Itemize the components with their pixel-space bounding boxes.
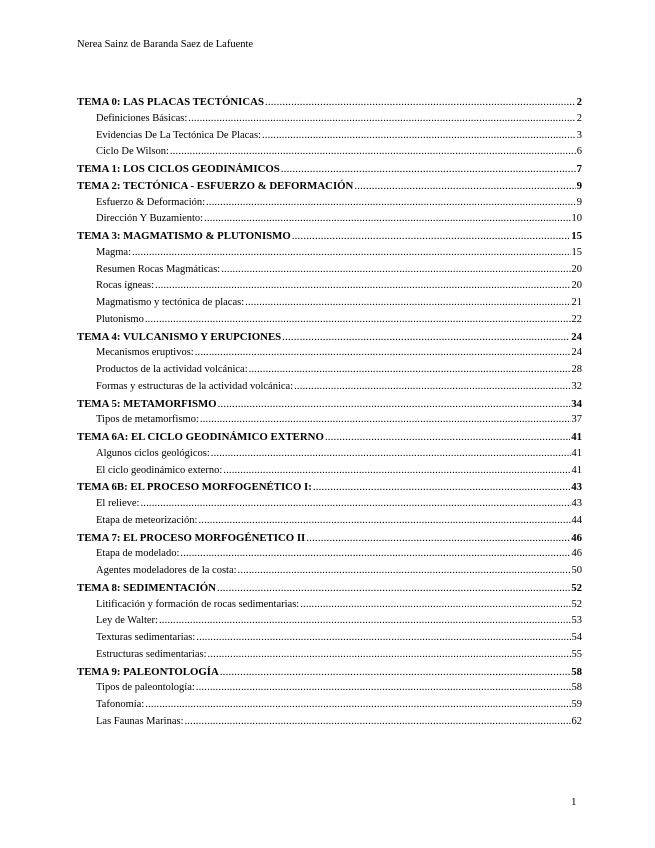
toc-dot-leader <box>313 479 570 496</box>
toc-section-entry[interactable] <box>77 245 582 262</box>
toc-entry-title: Tipos de paleontología: <box>96 682 195 694</box>
toc-entry-title: Productos de la actividad volcánica: <box>96 364 248 375</box>
toc-section-entry[interactable] <box>77 647 582 664</box>
toc-section-entry[interactable] <box>77 613 582 630</box>
toc-entry-title: Texturas sedimentarias: <box>96 632 196 643</box>
toc-dot-leader <box>184 714 570 731</box>
toc-entry-title: Tipos de metamorfismo: <box>96 414 199 426</box>
toc-dot-leader <box>282 329 570 346</box>
toc-entry-title: TEMA 8: SEDIMENTACIÓN <box>77 581 216 594</box>
toc-dot-leader <box>223 463 570 480</box>
toc-entry-title: TEMA 0: LAS PLACAS TECTÓNICAS <box>77 96 264 108</box>
toc-section-entry[interactable] <box>77 496 582 513</box>
toc-dot-leader <box>206 195 576 212</box>
toc-entry-title: Estructuras sedimentarias: <box>96 648 207 660</box>
toc-dot-leader <box>145 312 571 329</box>
toc-entry-page: 10 <box>571 213 582 225</box>
toc-section-entry[interactable] <box>77 211 582 228</box>
toc-entry-title: Etapa de modelado: <box>96 548 180 560</box>
toc-dot-leader <box>325 429 570 446</box>
toc-entry-page: 9 <box>576 179 582 192</box>
toc-dot-leader <box>200 412 571 429</box>
toc-entry-title: Tafonomía: <box>96 699 145 710</box>
toc-entry-title: El relieve: <box>96 498 140 509</box>
toc-entry-title: Evidencias De La Tectónica De Placas: <box>96 129 261 141</box>
toc-entry-page: 46 <box>571 548 582 560</box>
toc-section-entry[interactable] <box>77 714 582 731</box>
toc-entry-title: TEMA 4: VULCANISMO Y ERUPCIONES <box>77 330 282 343</box>
toc-entry-page: 6 <box>576 146 582 158</box>
toc-dot-leader <box>238 563 571 580</box>
toc-dot-leader <box>294 379 570 396</box>
toc-entry-page: 43 <box>571 481 582 494</box>
toc-entry-page: 28 <box>571 364 582 375</box>
toc-chapter-entry[interactable] <box>77 479 582 496</box>
toc-entry-page: 2 <box>576 112 582 124</box>
toc-section-entry[interactable] <box>77 345 582 362</box>
toc-entry-page: 41 <box>571 431 582 443</box>
toc-chapter-entry[interactable] <box>77 396 582 413</box>
toc-entry-page: 54 <box>571 632 582 643</box>
toc-dot-leader <box>217 580 570 597</box>
toc-entry-title: TEMA 1: LOS CICLOS GEODINÁMICOS <box>77 163 280 175</box>
toc-dot-leader <box>218 396 571 413</box>
toc-entry-title: TEMA 7: EL PROCESO MORFOGÉNETICO II <box>77 531 306 544</box>
toc-entry-page: 44 <box>571 514 582 526</box>
toc-section-entry[interactable] <box>77 111 582 128</box>
toc-entry-page: 37 <box>571 414 582 426</box>
toc-entry-title: Rocas ígneas: <box>96 280 155 292</box>
toc-entry-title: Ciclo De Wilson: <box>96 146 169 158</box>
toc-entry-title: Dirección Y Buzamiento: <box>96 213 204 225</box>
toc-dot-leader <box>211 446 571 463</box>
toc-entry-page: 21 <box>571 297 582 308</box>
toc-dot-leader <box>195 345 571 362</box>
toc-entry-page: 62 <box>571 715 582 727</box>
toc-chapter-entry[interactable] <box>77 429 582 446</box>
toc-entry-title: TEMA 2: TECTÓNICA - ESFUERZO & DEFORMACIÓN <box>77 179 354 192</box>
toc-dot-leader <box>245 295 570 312</box>
toc-entry-page: 46 <box>571 531 582 544</box>
toc-entry-title: Etapa de meteorización: <box>96 514 198 526</box>
toc-section-entry[interactable] <box>77 412 582 429</box>
page-number: 1 <box>571 796 577 808</box>
toc-dot-leader <box>132 245 571 262</box>
toc-chapter-entry[interactable] <box>77 161 582 178</box>
toc-entry-page: 41 <box>571 447 582 459</box>
toc-entry-title: TEMA 9: PALEONTOLOGÍA <box>77 665 219 678</box>
toc-entry-title: Ley de Walter: <box>96 615 158 627</box>
toc-section-entry[interactable] <box>77 295 582 312</box>
toc-entry-title: Magma: <box>96 246 131 258</box>
toc-chapter-entry[interactable] <box>77 664 582 681</box>
toc-section-entry[interactable] <box>77 597 582 614</box>
toc-dot-leader <box>140 496 570 513</box>
toc-dot-leader <box>145 697 570 714</box>
toc-entry-page: 20 <box>571 263 582 275</box>
toc-entry-title: Esfuerzo & Deformación: <box>96 196 206 208</box>
toc-entry-title: Litificación y formación de rocas sedimentarias: <box>96 598 300 610</box>
toc-dot-leader <box>196 680 571 697</box>
toc-entry-page: 59 <box>571 699 582 710</box>
toc-entry-title: TEMA 3: MAGMATISMO & PLUTONISMO <box>77 230 291 242</box>
toc-entry-title: Magmatismo y tectónica de placas: <box>96 297 245 308</box>
toc-entry-title: Algunos ciclos geológicos: <box>96 447 210 459</box>
toc-entry-title: Formas y estructuras de la actividad volcánica: <box>96 380 294 392</box>
toc-entry-title: El ciclo geodinámico externo: <box>96 464 223 476</box>
toc-entry-page: 32 <box>571 380 582 392</box>
toc-dot-leader <box>198 513 570 530</box>
toc-section-entry[interactable] <box>77 513 582 530</box>
toc-chapter-entry[interactable] <box>77 94 582 111</box>
toc-section-entry[interactable] <box>77 278 582 295</box>
toc-section-entry[interactable] <box>77 312 582 329</box>
toc-entry-title: Plutonismo <box>96 313 144 325</box>
toc-entry-page: 53 <box>571 615 582 627</box>
toc-dot-leader <box>262 128 576 145</box>
toc-entry-page: 43 <box>571 498 582 509</box>
toc-entry-page: 52 <box>571 598 582 610</box>
toc-section-entry[interactable] <box>77 446 582 463</box>
toc-dot-leader <box>292 228 570 245</box>
toc-dot-leader <box>208 647 571 664</box>
toc-dot-leader <box>196 630 570 647</box>
toc-section-entry[interactable] <box>77 546 582 563</box>
toc-entry-page: 3 <box>576 129 582 141</box>
toc-section-entry[interactable] <box>77 195 582 212</box>
toc-section-entry[interactable] <box>77 379 582 396</box>
toc-entry-page: 15 <box>571 246 582 258</box>
toc-section-entry[interactable] <box>77 630 582 647</box>
toc-section-entry[interactable] <box>77 697 582 714</box>
toc-entry-page: 15 <box>571 230 582 242</box>
toc-dot-leader <box>306 530 570 547</box>
toc-section-entry[interactable] <box>77 144 582 161</box>
toc-dot-leader <box>354 178 575 195</box>
toc-entry-page: 34 <box>571 397 582 410</box>
toc-entry-page: 20 <box>571 280 582 292</box>
toc-entry-page: 24 <box>571 347 582 359</box>
toc-entry-page: 41 <box>571 464 582 476</box>
toc-entry-title: Resumen Rocas Magmáticas: <box>96 263 221 275</box>
toc-entry-page: 52 <box>571 581 582 594</box>
toc-entry-page: 22 <box>571 313 582 325</box>
toc-chapter-entry[interactable] <box>77 329 582 346</box>
toc-entry-title: Las Faunas Marinas: <box>96 715 184 727</box>
page-header-author: Nerea Sainz de Baranda Saez de Lafuente <box>77 39 254 50</box>
toc-dot-leader <box>170 144 576 161</box>
toc-chapter-entry[interactable] <box>77 178 582 195</box>
table-of-contents <box>77 94 582 731</box>
toc-chapter-entry[interactable] <box>77 530 582 547</box>
toc-dot-leader <box>265 94 576 111</box>
toc-entry-page: 24 <box>571 330 582 343</box>
toc-section-entry[interactable] <box>77 563 582 580</box>
toc-dot-leader <box>220 664 570 681</box>
toc-section-entry[interactable] <box>77 680 582 697</box>
toc-chapter-entry[interactable] <box>77 580 582 597</box>
toc-entry-page: 9 <box>576 196 582 208</box>
toc-dot-leader <box>281 161 576 178</box>
toc-entry-title: Mecanismos eruptivos: <box>96 347 194 359</box>
toc-entry-page: 2 <box>576 96 582 108</box>
toc-section-entry[interactable] <box>77 463 582 480</box>
toc-entry-title: TEMA 5: METAMORFISMO <box>77 397 217 410</box>
toc-entry-page: 7 <box>576 163 582 175</box>
toc-entry-page: 58 <box>571 682 582 694</box>
toc-entry-title: TEMA 6B: EL PROCESO MORFOGENÉTICO I: <box>77 481 312 494</box>
toc-entry-title: Agentes modeladores de la costa: <box>96 565 237 576</box>
toc-dot-leader <box>300 597 570 614</box>
toc-entry-title: Definiciones Básicas: <box>96 112 188 124</box>
toc-section-entry[interactable] <box>77 362 582 379</box>
toc-dot-leader <box>188 111 575 128</box>
toc-dot-leader <box>155 278 570 295</box>
toc-entry-title: TEMA 6A: EL CICLO GEODINÁMICO EXTERNO <box>77 431 324 443</box>
toc-section-entry[interactable] <box>77 128 582 145</box>
toc-dot-leader <box>249 362 571 379</box>
toc-chapter-entry[interactable] <box>77 228 582 245</box>
toc-dot-leader <box>180 546 570 563</box>
toc-section-entry[interactable] <box>77 262 582 279</box>
toc-dot-leader <box>221 262 570 279</box>
toc-entry-page: 50 <box>571 565 582 576</box>
toc-entry-page: 55 <box>571 648 582 660</box>
toc-entry-page: 58 <box>571 665 582 678</box>
toc-dot-leader <box>159 613 571 630</box>
toc-dot-leader <box>204 211 570 228</box>
